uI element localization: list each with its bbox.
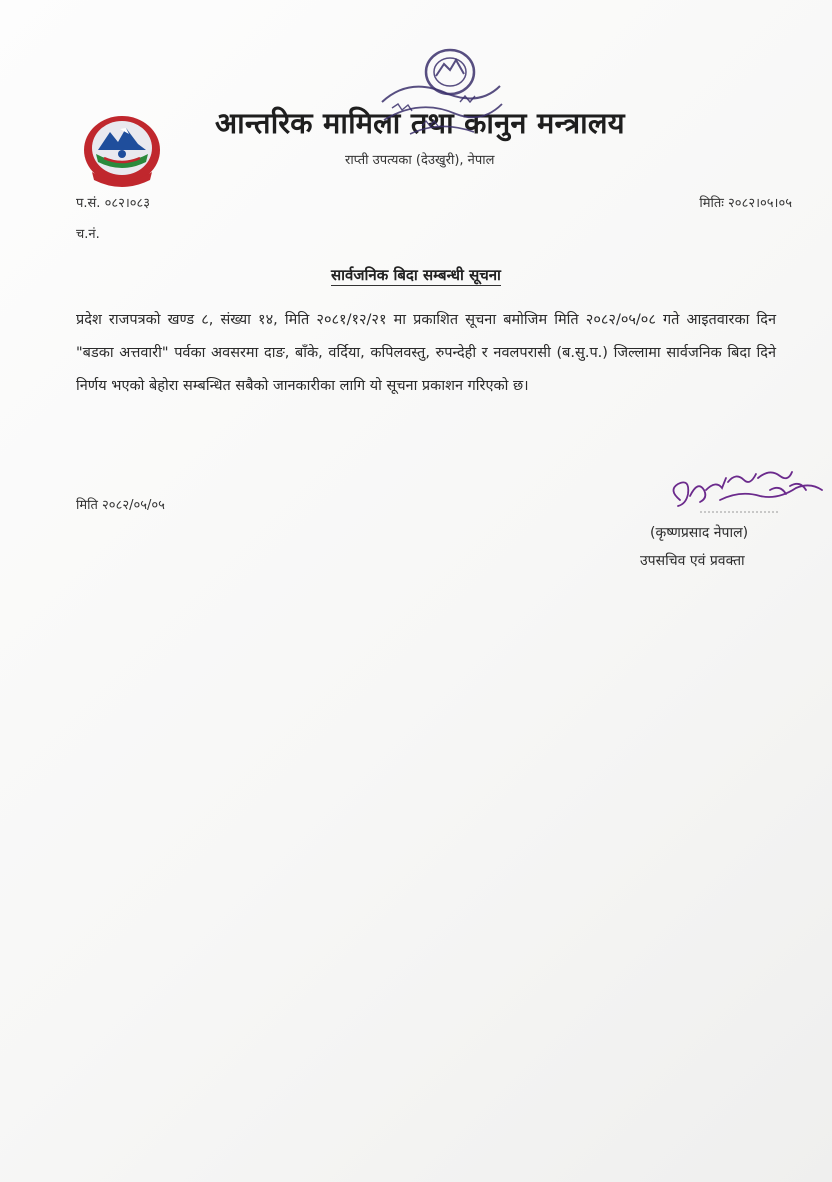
official-stamp-icon bbox=[370, 42, 510, 150]
notice-body: प्रदेश राजपत्रको खण्ड ८, संख्या १४, मिति २०८१/१२/२१ मा प्रकाशित सूचना बमोजिम मिति २०८२/०५/०८ गते आइतवारका दिन "बडका अत्तवारी" पर्वका अवसरमा दाङ, बाँके, वर्दिया, कपिलवस्तु, रुपन्देही र नवलपरासी (ब.सु.प.) जिल्लामा सार्वजनिक बिदा दिने निर्णय भएको बेहोरा सम्बन्धित सबैको जानकारीका लागि यो सूचना प्रकाशन गरिएको छ। bbox=[76, 312, 776, 394]
notice-date: मिति २०८२/०५/०५ bbox=[76, 498, 165, 513]
signatory-name: (कृष्णप्रसाद नेपाल) bbox=[650, 525, 749, 541]
government-emblem-icon bbox=[80, 110, 164, 188]
signature-icon bbox=[660, 460, 832, 532]
notice-heading bbox=[0, 265, 832, 285]
reference-number: प.सं. ०८२।०८३ bbox=[76, 196, 151, 211]
ministry-address: राप्ती उपत्यका (देउखुरी), नेपाल bbox=[345, 153, 495, 168]
signatory-designation: उपसचिव एवं प्रवक्ता bbox=[640, 553, 745, 569]
letter-date: मितिः २०८२।०५।०५ bbox=[699, 196, 792, 211]
dispatch-number: च.नं. bbox=[76, 227, 100, 242]
ministry-title: आन्तरिक मामिला तथा कानुन मन्त्रालय bbox=[215, 106, 625, 140]
notice-heading-text: सार्वजनिक बिदा सम्बन्धी सूचना bbox=[331, 266, 501, 284]
